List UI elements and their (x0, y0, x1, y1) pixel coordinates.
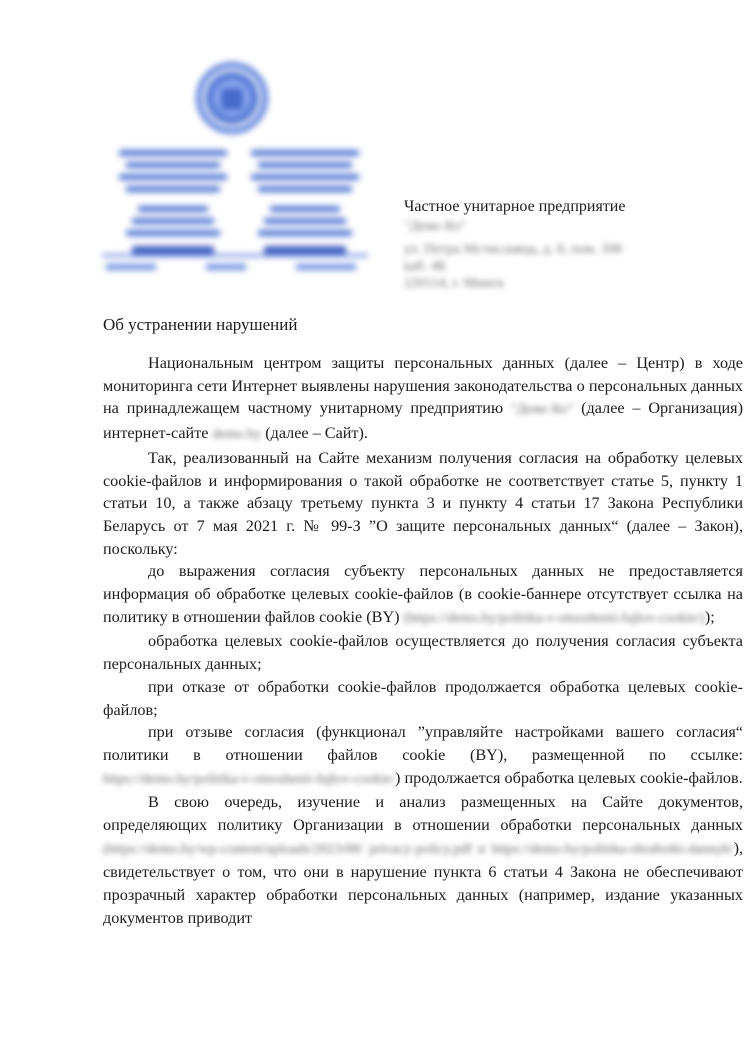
redacted-org-name: "Демо Ко" (510, 402, 574, 418)
addressee-address-line2: каб. 4Б (404, 259, 446, 274)
paragraph-7: В свою очередь, изучение и анализ размещенных на Сайте документов, определяющих политику Организации в отношении обработки персональных данных (https://demo.by/wp-content/uploads/2023/08/ privacy-policy.pdf и https://demo.by/politika-obrabotki-dannyh/), свидетельствует о том, что они в нарушение пункта 6 статьи 4 Закона не обеспечивают прозрачный характер обработки персональных данных (например, издание указанных документов приводит (103, 793, 743, 927)
addressee-org-type: Частное унитарное предприятие (404, 198, 626, 215)
addressee-address-line1: ул. Петра Мстиславца, д. 8, пом. 398 (404, 242, 622, 257)
paragraph-2: Так, реализованный на Сайте механизм получения согласия на обработку целевых cookie-файлов и информирования о такой обработке не соответствует статье 5, пункту 1 статьи 10, а также абзацу третьему пункта 3 и пункту 4 статьи 17 Закона Республики Беларусь от 7 мая 2021 г. № 99-З ”О защите персональных данных“ (далее – Закон), поскольку: (103, 448, 743, 558)
addressee-address-line3: 220114, г. Минск (404, 276, 505, 291)
paragraph-1: Национальным центром защиты персональных данных (далее – Центр) в ходе мониторинга сети Интернет выявлены нарушения законодательства о персональных данных на принадлежащем частному унитарному предприятию "Демо Ко" (далее – Организация) интернет-сайте demo.by (далее – Сайт). (103, 352, 743, 447)
paragraph-3: до выражения согласия субъекту персональных данных не предоставляется информация об обработке целевых cookie-файлов (в cookie-баннере отсутствует ссылка на политику в отношении файлов cookie (BY) (https://demo.by/politika-v-otnoshenii-fajlov-cookie/)); (103, 560, 743, 630)
letterhead-stamp (96, 58, 374, 280)
redacted-site-name: demo.by (212, 427, 262, 443)
redacted-consent-url: https://demo.by/politika-v-otnoshenii-fajlov-cookie/ (103, 771, 396, 787)
paragraph-4: обработка целевых cookie-файлов осуществляется до получения согласия субъекта персональных данных; (103, 632, 743, 674)
paragraph-5: при отказе от обработки cookie-файлов продолжается обработка целевых cookie-файлов; (103, 677, 743, 719)
stamp-right-column (246, 144, 364, 256)
redacted-policy-file: privacy-policy.pdf (369, 841, 472, 857)
addressee-block (404, 196, 734, 292)
addressee-org-name: "Демо Ко" (404, 219, 467, 234)
redacted-cookie-policy-url: (https://demo.by/politika-v-otnoshenii-fajlov-cookie/) (403, 610, 705, 626)
redacted-policy-url-1: (https://demo.by/wp-content/uploads/2023/08/ (103, 841, 364, 857)
stamp-left-column (114, 144, 232, 256)
redacted-policy-url-2: https://demo.by/politika-obrabotki-dannyh/ (491, 841, 734, 857)
letter-body (103, 352, 743, 930)
paragraph-6: при отзыве согласия (функционал ”управляйте настройками вашего согласия“ политики в отношении файлов cookie (BY), размещенной по ссылке: https://demo.by/politika-v-otnoshenii-fajlov-cookie/) продолжается обработка целевых cookie-файлов. (103, 721, 743, 791)
letter-subject: Об устранении нарушений (103, 315, 298, 334)
